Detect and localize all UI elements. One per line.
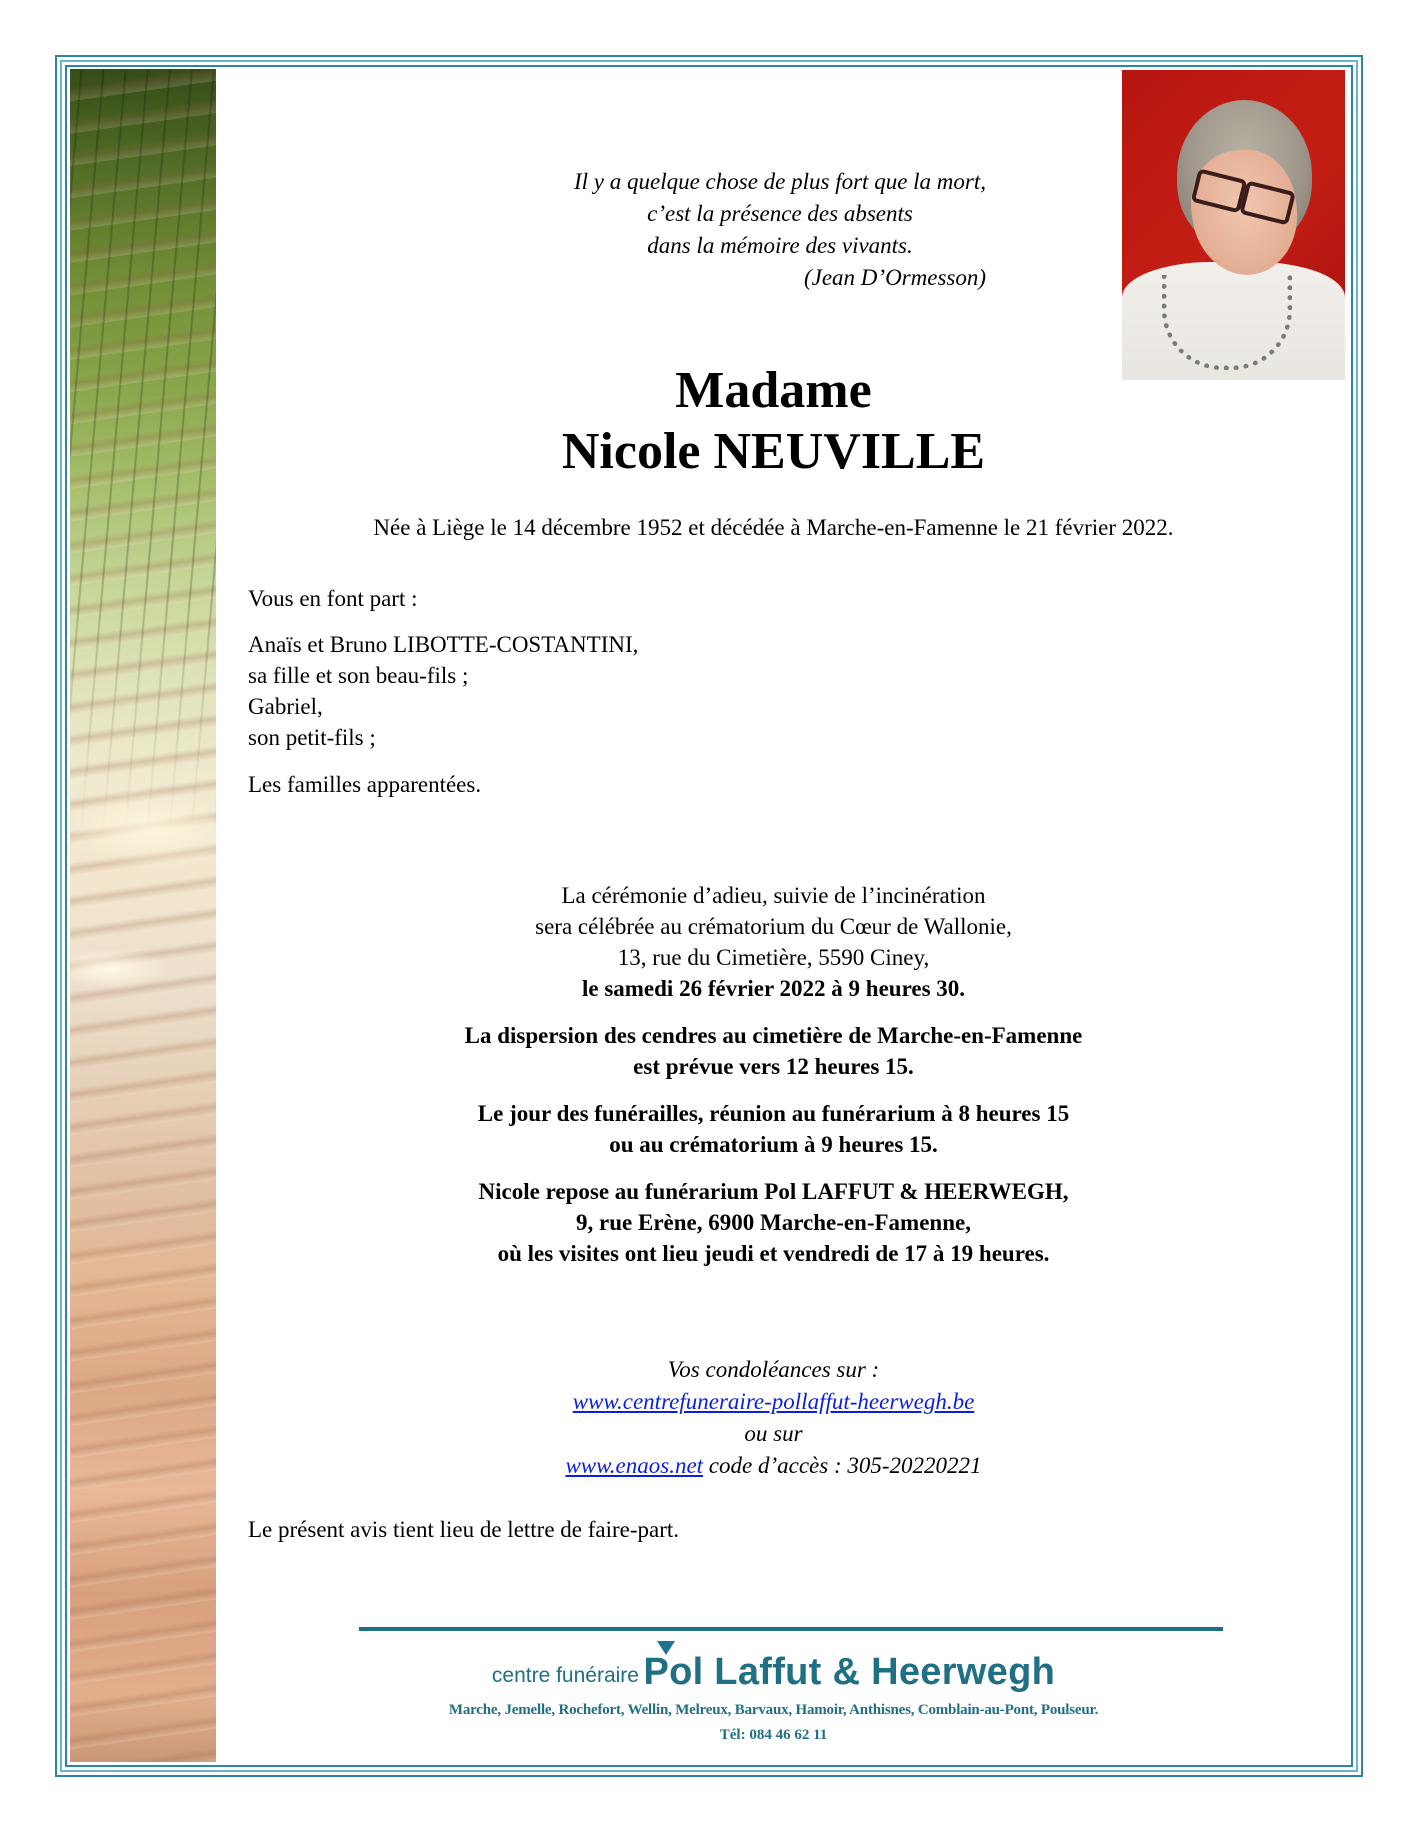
quote-line: Il y a quelque chose de plus fort que la mort, (573, 169, 986, 194)
resting-line: Nicole repose au funérarium Pol LAFFUT & HEERWEGH, (478, 1179, 1069, 1204)
access-code: code d’accès : 305-20220221 (703, 1453, 982, 1478)
ceremony-line: 13, rue du Cimetière, 5590 Ciney, (617, 945, 930, 970)
logo-divider (359, 1627, 1223, 1631)
forest-path-image (70, 69, 216, 1762)
ceremony-line: La cérémonie d’adieu, suivie de l’incinération (561, 883, 986, 908)
funeral-home-logo (216, 1651, 1331, 1694)
quote-line: c’est la présence des absents (647, 201, 913, 226)
meeting-line: ou au crématorium à 9 heures 15. (609, 1132, 938, 1157)
family-member-relation: son petit-fils ; (248, 725, 376, 750)
condolences-section (216, 1354, 1331, 1482)
portrait-photo (1122, 70, 1345, 380)
birth-death-line: Née à Liège le 14 décembre 1952 et décédée à Marche-en-Famenne le 21 février 2022. (373, 515, 1174, 540)
ceremony-date: le samedi 26 février 2022 à 9 heures 30. (581, 976, 966, 1001)
full-name: Nicole NEUVILLE (561, 423, 986, 480)
epigraph-quote (520, 166, 1040, 294)
funeral-center-link[interactable]: www.centrefuneraire-pollaffut-heerwegh.be (572, 1389, 975, 1414)
meeting-line: Le jour des funérailles, réunion au funérarium à 8 heures 15 (477, 1101, 1070, 1126)
family-closing: Les familles apparentées. (248, 772, 482, 797)
ceremony-line: sera célébrée au crématorium du Cœur de Wallonie, (535, 914, 1012, 939)
resting-line: où les visites ont lieu jeudi et vendredi de 17 à 19 heures. (497, 1241, 1050, 1266)
logo-towns: Marche, Jemelle, Rochefort, Wellin, Melreux, Barvaux, Hamoir, Anthisnes, Comblain-au-Pont, Poulseur. (448, 1702, 1099, 1718)
notice-text: Le présent avis tient lieu de lettre de faire-part. (248, 1517, 680, 1542)
dispersion-line: La dispersion des cendres au cimetière de Marche-en-Famenne (464, 1023, 1083, 1048)
honorific: Madame (675, 362, 872, 419)
logo-phone: Tél: 084 46 62 11 (719, 1727, 828, 1743)
logo-brand: Pol Laffut & Heerwegh (643, 1651, 1056, 1693)
logo-prefix: centre funéraire (491, 1664, 639, 1687)
enaos-link[interactable]: www.enaos.net (565, 1453, 704, 1478)
resting-line: 9, rue Erène, 6900 Marche-en-Famenne, (576, 1210, 971, 1235)
family-intro: Vous en font part : (248, 586, 418, 611)
condolences-intro: Vos condoléances sur : (667, 1357, 880, 1382)
condolences-or: ou sur (744, 1421, 803, 1446)
ceremony-details (216, 880, 1331, 1285)
dispersion-line: est prévue vers 12 heures 15. (633, 1054, 914, 1079)
family-member-name: Gabriel, (248, 694, 323, 719)
family-member-name: Anaïs et Bruno LIBOTTE-COSTANTINI, (248, 632, 639, 657)
deceased-name-heading (216, 360, 1331, 482)
quote-line: dans la mémoire des vivants. (647, 233, 913, 258)
family-member-relation: sa fille et son beau-fils ; (248, 663, 469, 688)
quote-author: (Jean D’Ormesson) (803, 265, 987, 290)
